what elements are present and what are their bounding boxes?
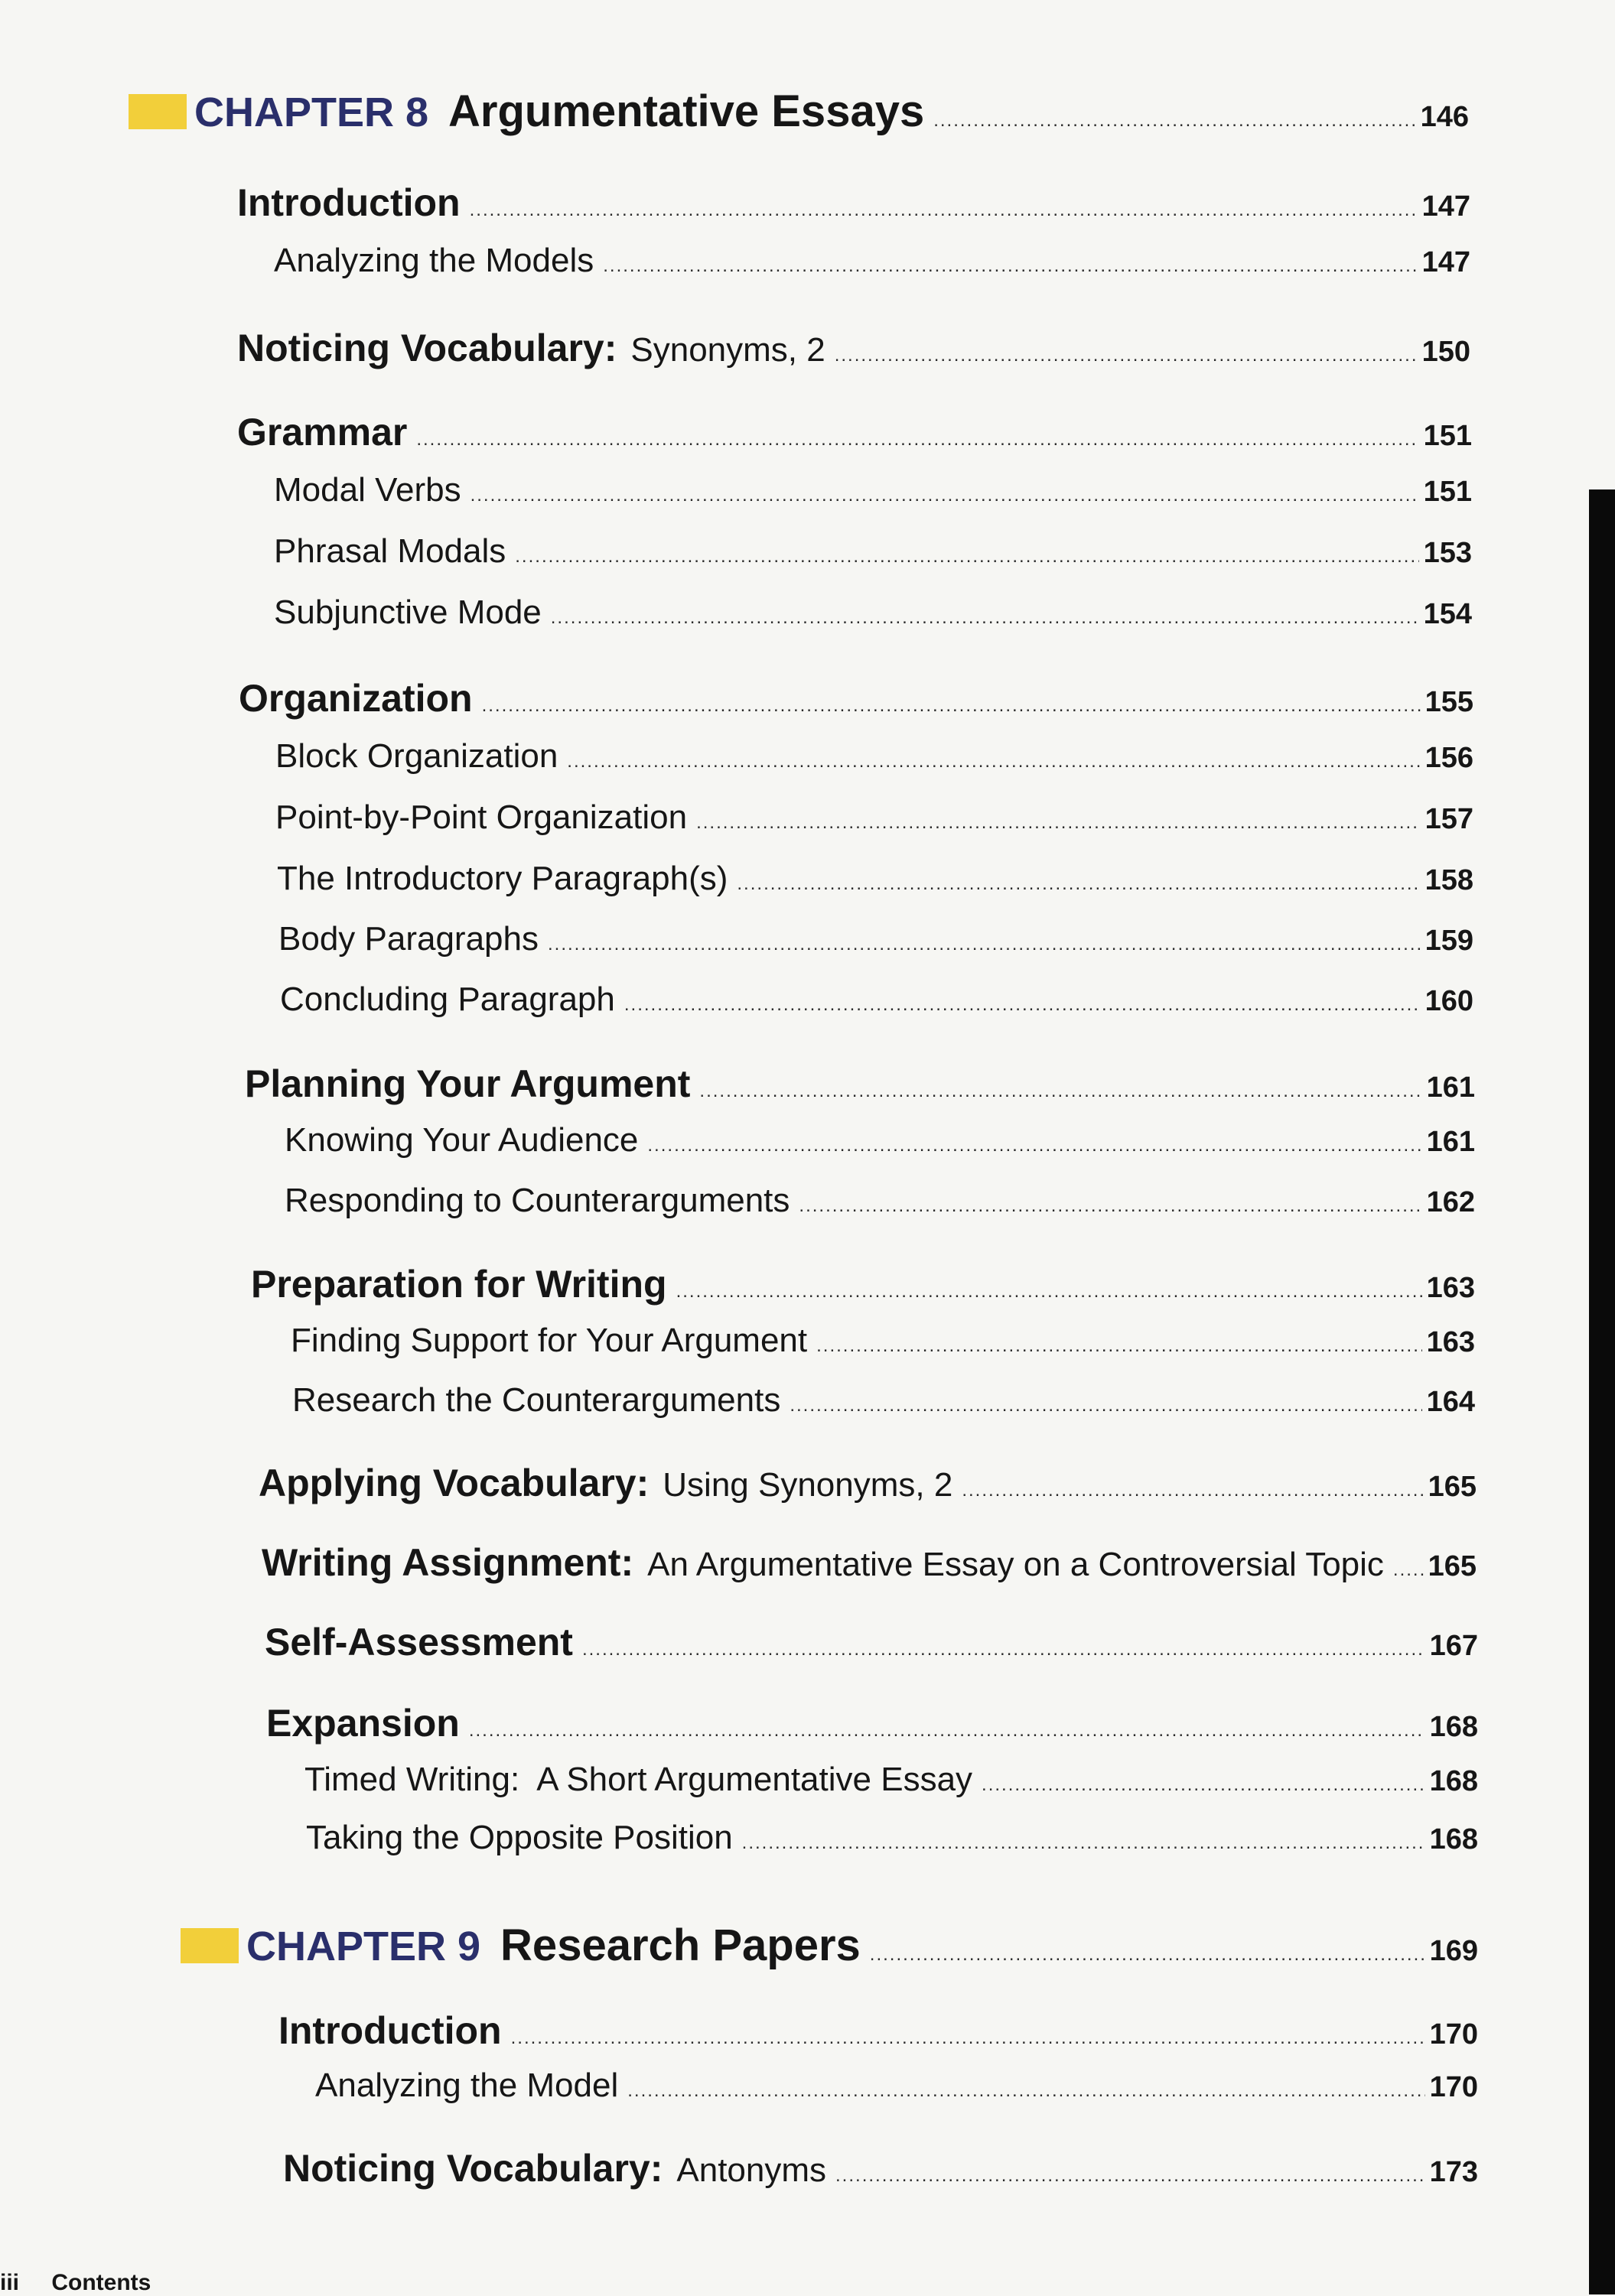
page-number: 147 bbox=[1421, 190, 1470, 223]
dot-leader bbox=[567, 751, 1420, 772]
page-number: 158 bbox=[1425, 864, 1473, 896]
page-number: 168 bbox=[1429, 1765, 1478, 1797]
subsection-label: Point-by-Point Organization bbox=[275, 798, 688, 836]
dot-leader bbox=[1393, 1559, 1424, 1581]
dot-leader bbox=[482, 695, 1421, 717]
subsection-label: Research the Counterarguments bbox=[292, 1381, 781, 1419]
page-number: 168 bbox=[1429, 1823, 1478, 1855]
section-label: Introduction bbox=[278, 2009, 502, 2052]
dot-leader bbox=[835, 345, 1418, 366]
dot-leader bbox=[470, 200, 1418, 221]
dot-leader bbox=[469, 1720, 1425, 1742]
page-number: 159 bbox=[1425, 925, 1473, 957]
section-detail: Antonyms bbox=[676, 2151, 827, 2189]
chapter-9-heading[interactable] bbox=[181, 1920, 1478, 1971]
chapter-marker-icon bbox=[181, 1928, 239, 1963]
page-number: 153 bbox=[1423, 537, 1472, 569]
page-number: 151 bbox=[1423, 476, 1472, 508]
toc-entry-subjunctive-mode[interactable] bbox=[274, 594, 1472, 632]
page-edge-shadow bbox=[1589, 489, 1615, 2294]
section-label: Applying Vocabulary: bbox=[259, 1462, 650, 1504]
toc-entry-timed-writing[interactable] bbox=[304, 1761, 1478, 1799]
footer-label: Contents bbox=[51, 2270, 151, 2295]
dot-leader bbox=[699, 1081, 1421, 1102]
toc-entry-applying-vocabulary[interactable] bbox=[259, 1461, 1477, 1505]
subsection-label: Block Organization bbox=[275, 737, 558, 775]
page-number: 165 bbox=[1428, 1471, 1477, 1503]
subsection-label: Knowing Your Audience bbox=[285, 1121, 639, 1159]
page-number: 165 bbox=[1428, 1550, 1477, 1582]
dot-leader bbox=[933, 110, 1415, 132]
subsection-label: Timed Writing: A Short Argumentative Essay bbox=[304, 1761, 973, 1798]
toc-entry-organization[interactable] bbox=[239, 676, 1473, 720]
dot-leader bbox=[962, 1480, 1423, 1501]
page-number: 157 bbox=[1425, 803, 1473, 835]
dot-leader bbox=[696, 812, 1421, 834]
section-label: Noticing Vocabulary: bbox=[283, 2147, 663, 2190]
toc-entry-concluding-paragraph[interactable] bbox=[280, 981, 1473, 1019]
page-number: 169 bbox=[1429, 1935, 1478, 1967]
subsection-label: Taking the Opposite Position bbox=[306, 1819, 733, 1856]
dot-leader bbox=[551, 607, 1419, 629]
section-label: Organization bbox=[239, 677, 473, 720]
subsection-label: Finding Support for Your Argument bbox=[291, 1322, 808, 1359]
dot-leader bbox=[582, 1639, 1425, 1660]
subsection-label: Phrasal Modals bbox=[274, 532, 506, 570]
subsection-label: Concluding Paragraph bbox=[280, 981, 615, 1018]
chapter-label: CHAPTER 8 bbox=[194, 89, 429, 135]
chapter-title: Argumentative Essays bbox=[448, 86, 925, 136]
chapter-marker-icon bbox=[129, 94, 187, 129]
page-number: 160 bbox=[1425, 985, 1473, 1017]
toc-entry-phrasal-modals[interactable] bbox=[274, 532, 1472, 571]
toc-entry-analyzing-the-models[interactable] bbox=[274, 242, 1470, 280]
page-number: 170 bbox=[1429, 2071, 1478, 2103]
section-label: Writing Assignment: bbox=[262, 1541, 634, 1584]
subsection-label: Responding to Counterarguments bbox=[285, 1182, 790, 1219]
section-label: Expansion bbox=[266, 1702, 460, 1745]
section-label: Preparation for Writing bbox=[251, 1263, 667, 1306]
toc-entry-self-assessment[interactable] bbox=[265, 1620, 1478, 1664]
section-label: Introduction bbox=[237, 181, 461, 224]
subsection-label: Analyzing the Model bbox=[315, 2067, 619, 2104]
toc-entry-modal-verbs[interactable] bbox=[274, 471, 1472, 509]
subsection-label: Modal Verbs bbox=[274, 471, 461, 509]
page-number: 170 bbox=[1429, 2018, 1478, 2050]
chapter-label: CHAPTER 9 bbox=[246, 1924, 481, 1969]
toc-entry-finding-support[interactable] bbox=[291, 1322, 1475, 1360]
dot-leader bbox=[676, 1281, 1422, 1302]
page-footer bbox=[0, 2270, 151, 2296]
page-number: 146 bbox=[1420, 101, 1469, 133]
dot-leader bbox=[548, 934, 1421, 955]
dot-leader bbox=[515, 546, 1418, 567]
page-number: 154 bbox=[1423, 598, 1472, 630]
section-detail: Synonyms, 2 bbox=[630, 331, 825, 369]
subsection-label: Analyzing the Models bbox=[274, 242, 594, 279]
page-number: 162 bbox=[1426, 1186, 1475, 1218]
toc-entry-block-organization[interactable] bbox=[275, 737, 1473, 776]
dot-leader bbox=[470, 485, 1419, 506]
toc-entry-knowing-your-audience[interactable] bbox=[285, 1121, 1475, 1159]
toc-entry-taking-the-opposite-position[interactable] bbox=[306, 1819, 1478, 1857]
toc-entry-noticing-vocabulary[interactable] bbox=[237, 326, 1470, 370]
dot-leader bbox=[511, 2028, 1425, 2049]
page-number: 163 bbox=[1426, 1272, 1475, 1304]
subsection-label: Subjunctive Mode bbox=[274, 594, 542, 631]
dot-leader bbox=[790, 1395, 1421, 1416]
page-number: 163 bbox=[1426, 1326, 1475, 1358]
dot-leader bbox=[870, 1944, 1425, 1966]
toc-entry-responding-to-counterarguments[interactable] bbox=[285, 1182, 1475, 1220]
page-number: 167 bbox=[1429, 1630, 1478, 1662]
page-number: 161 bbox=[1426, 1126, 1475, 1158]
page-number: 150 bbox=[1421, 336, 1470, 368]
toc-entry-grammar[interactable] bbox=[237, 410, 1472, 454]
page-number: 156 bbox=[1425, 742, 1473, 774]
dot-leader bbox=[737, 873, 1420, 895]
dot-leader bbox=[647, 1135, 1421, 1156]
toc-entry-ch9-noticing-vocabulary[interactable] bbox=[283, 2146, 1478, 2190]
toc-entry-expansion[interactable] bbox=[266, 1701, 1478, 1745]
toc-entry-point-by-point-organization[interactable] bbox=[275, 798, 1473, 837]
toc-entry-ch9-introduction[interactable] bbox=[278, 2008, 1478, 2053]
subsection-label: The Introductory Paragraph(s) bbox=[277, 860, 728, 897]
toc-entry-research-the-counterarguments[interactable] bbox=[292, 1381, 1475, 1420]
dot-leader bbox=[624, 994, 1421, 1016]
page-number: 155 bbox=[1425, 686, 1473, 718]
page-number: 147 bbox=[1421, 246, 1470, 278]
page-number: 168 bbox=[1429, 1711, 1478, 1743]
page-number: 173 bbox=[1429, 2156, 1478, 2188]
toc-entry-preparation-for-writing[interactable] bbox=[251, 1262, 1475, 1306]
dot-leader bbox=[416, 429, 1418, 450]
dot-leader bbox=[627, 2080, 1425, 2102]
toc-entry-body-paragraphs[interactable] bbox=[278, 920, 1473, 958]
toc-entry-ch9-analyzing-the-model[interactable] bbox=[315, 2067, 1478, 2105]
section-detail: Using Synonyms, 2 bbox=[663, 1466, 953, 1504]
toc-entry-planning-your-argument[interactable] bbox=[245, 1062, 1475, 1106]
toc-entry-introductory-paragraphs[interactable] bbox=[277, 860, 1473, 898]
chapter-8-heading[interactable] bbox=[129, 86, 1469, 137]
section-label: Grammar bbox=[237, 411, 408, 454]
section-label: Noticing Vocabulary: bbox=[237, 327, 617, 369]
page-number: 161 bbox=[1426, 1072, 1475, 1104]
section-label: Planning Your Argument bbox=[245, 1062, 691, 1105]
toc-entry-writing-assignment[interactable] bbox=[262, 1540, 1477, 1585]
page-number: 164 bbox=[1426, 1386, 1475, 1418]
toc-entry-introduction[interactable] bbox=[237, 180, 1470, 225]
dot-leader bbox=[835, 2165, 1425, 2187]
subsection-label: Body Paragraphs bbox=[278, 920, 539, 958]
dot-leader bbox=[982, 1774, 1425, 1796]
dot-leader bbox=[603, 255, 1417, 277]
section-label: Self-Assessment bbox=[265, 1621, 573, 1663]
dot-leader bbox=[742, 1833, 1425, 1854]
chapter-title: Research Papers bbox=[500, 1920, 861, 1970]
dot-leader bbox=[799, 1195, 1421, 1217]
page-number: 151 bbox=[1423, 420, 1472, 452]
footer-page-number: iii bbox=[0, 2270, 20, 2295]
section-detail: An Argumentative Essay on a Controversial Topic bbox=[647, 1546, 1384, 1583]
dot-leader bbox=[816, 1335, 1421, 1357]
